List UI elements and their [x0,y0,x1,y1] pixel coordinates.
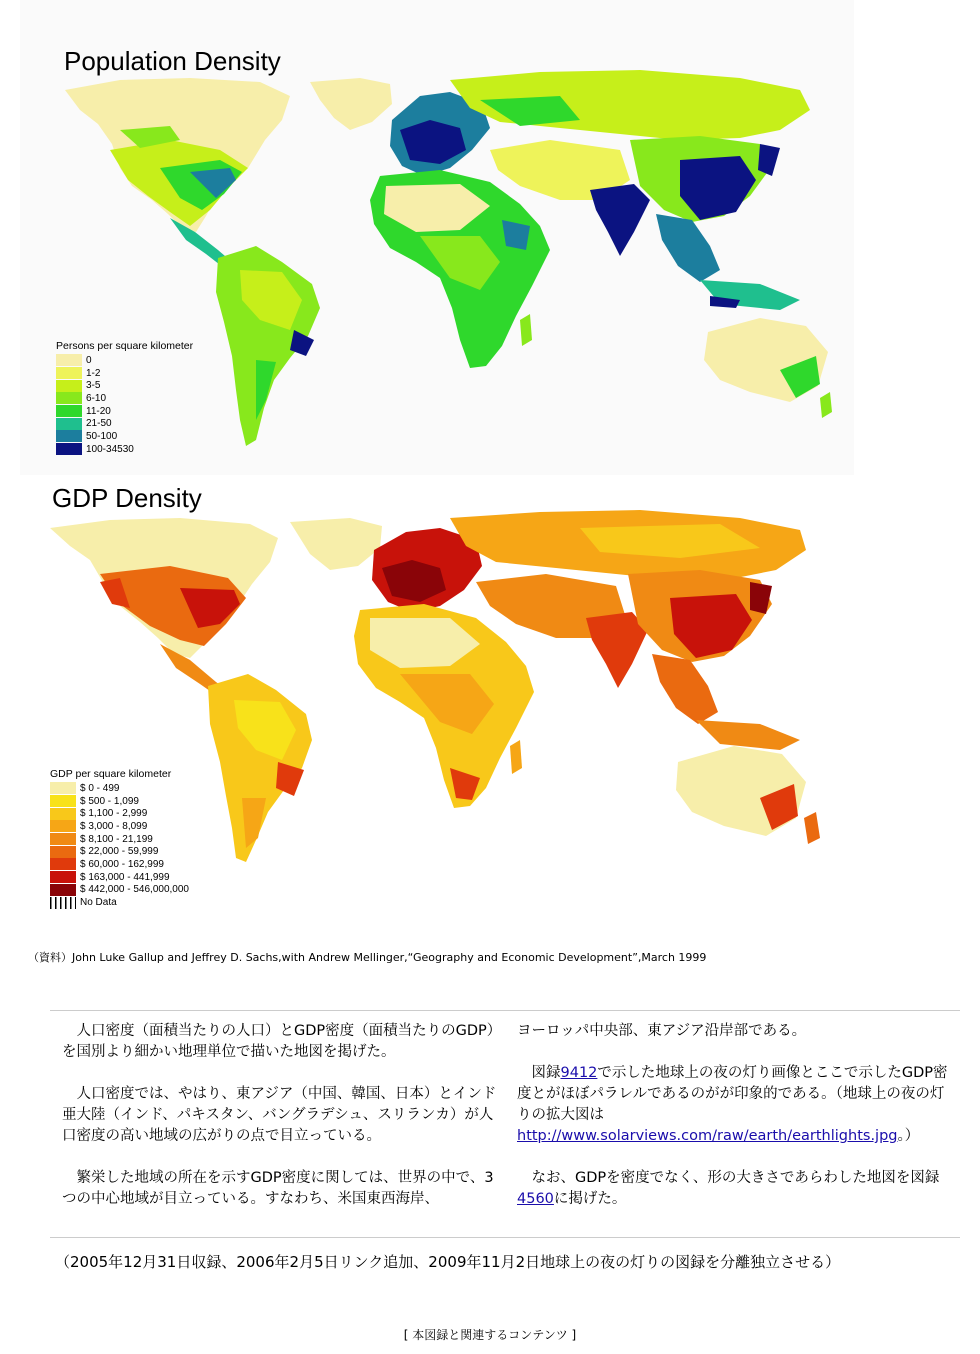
gdp-legend-swatch [50,858,76,870]
pop-legend-swatch [56,405,82,417]
gdp-density-map [20,478,854,918]
pop-legend-swatch [56,392,82,404]
pop-legend-label: 11-20 [86,405,111,417]
pop-legend-swatch [56,380,82,392]
india [590,184,650,256]
description-right-column [517,1021,957,1231]
gdp-legend-label: $ 1,100 - 2,999 [80,808,148,820]
pop-legend-title: Persons per square kilometer [56,340,194,352]
p4-text-b: で示した地球上の夜の灯り画像とここで示したGDP密度とがほぼパラレルであるのがが印象的である。（地球上の夜の灯りの拡大図は [517,1065,948,1123]
gdp-map-title: GDP Density [52,483,202,513]
greenland [310,78,392,130]
gdp-legend-label: $ 3,000 - 8,099 [80,820,148,832]
gdp-legend-label: $ 22,000 - 59,999 [80,846,159,858]
pop-legend-label: 6-10 [86,392,107,404]
gdp-legend-label: $ 163,000 - 441,999 [80,871,170,883]
paragraph-2: 人口密度では、やはり、東アジア（中国、韓国、日本）とインド亜大陸（インド、パキスタン、バングラデシュ、スリランカ）が人口密度の高い地域の広がりの点で目立っている。 [62,1086,497,1144]
pop-legend-swatch [56,354,82,366]
gdp-legend-swatch [50,884,76,896]
pop-legend-item [56,443,193,456]
pop-legend-swatch [56,430,82,442]
nodata-swatch [50,897,76,909]
gdp-legend-label: $ 60,000 - 162,999 [80,858,164,870]
population-density-map [20,0,854,475]
record-history-note: （2005年12月31日収録、2006年2月5日リンク追加、2009年11月2日地球上の夜の灯りの図録を分離独立させる） [55,1253,841,1271]
pop-legend-swatch [56,418,82,430]
gdp-legend-item [50,833,189,846]
gdp-legend-label: $ 442,000 - 546,000,000 [80,884,189,896]
pop-legend-label: 3-5 [86,380,101,392]
nodata-label: No Data [80,897,117,909]
related-contents-heading: [ 本図録と関連するコンテンツ ] [403,1328,577,1342]
pop-legend-label: 1-2 [86,367,101,379]
pop-legend-label: 50-100 [86,430,118,442]
gdp-legend-item [50,871,189,884]
gdp-legend-item [50,795,189,808]
gdp-legend-nodata [50,896,189,909]
gdp-legend-label: $ 8,100 - 21,199 [80,833,153,845]
gdp-legend-swatch [50,820,76,832]
gdp-legend-item [50,845,189,858]
pop-legend-item [56,367,193,380]
link-earthlights[interactable]: http://www.solarviews.com/raw/earth/earthlights.jpg [517,1128,898,1144]
pop-legend-label: 100-34530 [86,443,134,455]
gdp-legend-title: GDP per square kilometer [50,768,172,780]
link-zuroku-9412[interactable]: 9412 [560,1065,598,1081]
p4-text-c: 。） [897,1128,920,1144]
paragraph-4 [517,1063,957,1147]
gdp-legend-item [50,884,189,897]
gdp-legend-swatch [50,795,76,807]
pop-legend-item [56,354,193,367]
gdp-legend-item [50,807,189,820]
description-left-column [62,1021,502,1231]
pop-legend-label: 0 [86,354,92,366]
p5-text-b: に掲げた。 [553,1191,627,1207]
description-box [50,1010,960,1238]
pop-legend [56,340,193,456]
gdp-legend-swatch [50,808,76,820]
pop-legend-item [56,379,193,392]
paragraph-1: 人口密度（面積当たりの人口）とGDP密度（面積当たりのGDP）を国別より細かい地理単位で描いた地図を掲げた。 [62,1023,502,1060]
paragraph-3: 繁栄した地域の所在を示すGDP密度に関しては、世界の中で、3つの中心地域が目立っている。すなわち、米国東西海岸、 [62,1170,494,1207]
gdp-legend-label: $ 500 - 1,099 [80,795,139,807]
pop-legend-item [56,405,193,418]
gdp-legend-swatch [50,871,76,883]
paragraph-3-continued: ヨーロッパ中央部、東アジア沿岸部である。 [517,1023,807,1039]
gdp-legend-item [50,782,189,795]
gdp-legend-item [50,820,189,833]
pop-legend-swatch [56,443,82,455]
paragraph-5 [517,1168,957,1210]
link-zuroku-4560[interactable]: 4560 [517,1191,554,1207]
pop-legend-item [56,417,193,430]
p4-text-a: 図録 [531,1065,561,1081]
gdp-legend [50,768,189,909]
pop-legend-item [56,392,193,405]
pop-legend-label: 21-50 [86,418,112,430]
pop-legend-item [56,430,193,443]
gdp-legend-label: $ 0 - 499 [80,782,120,794]
pop-legend-swatch [56,367,82,379]
p5-text-a: なお、GDPを密度でなく、形の大きさであらわした地図を図録 [531,1170,940,1186]
pop-map-title: Population Density [64,46,281,76]
gdp-legend-swatch [50,846,76,858]
gdp-legend-item [50,858,189,871]
gdp-legend-swatch [50,782,76,794]
source-citation: （資料）John Luke Gallup and Jeffrey D. Sachs,with Andrew Mellinger,“Geography and Economic Development”,March 1999 [28,951,707,964]
gdp-legend-swatch [50,833,76,845]
